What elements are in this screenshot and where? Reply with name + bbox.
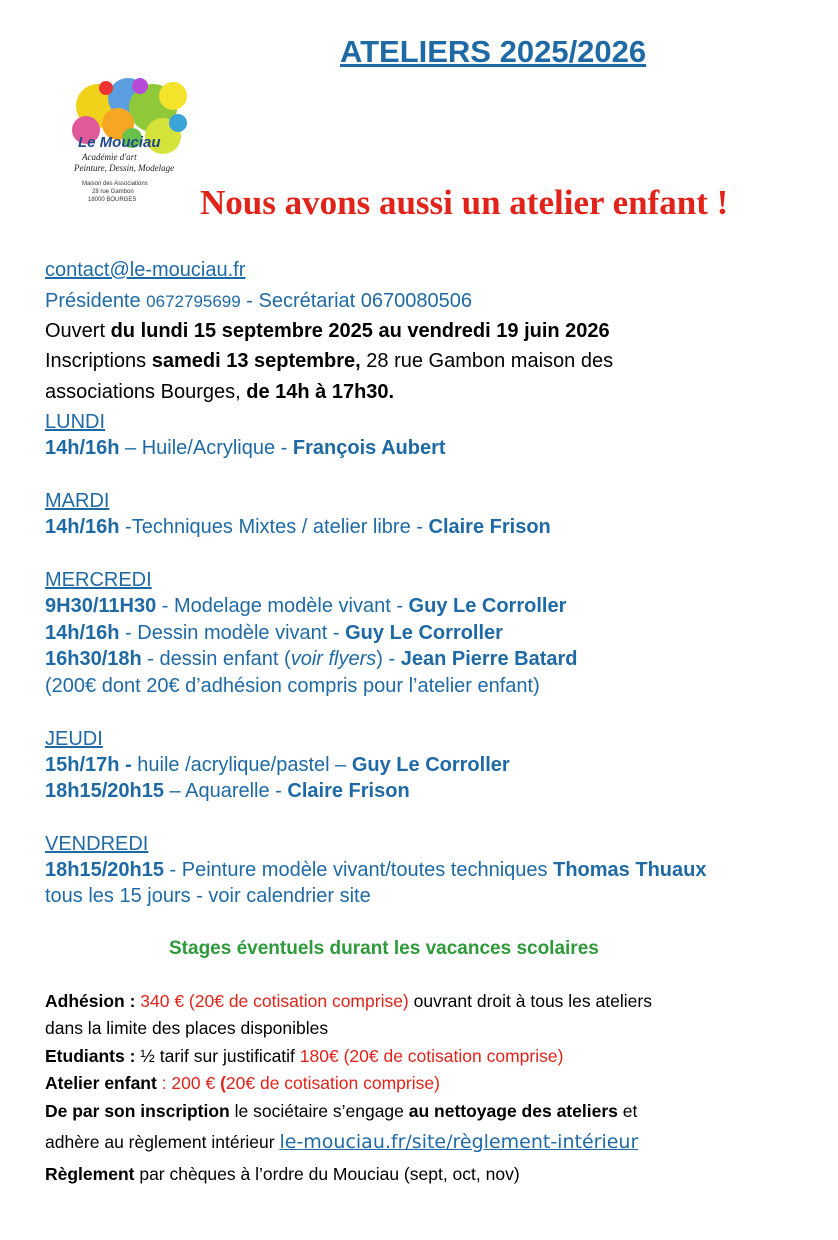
session-row [45,754,510,777]
opening-prefix: Ouvert [45,320,111,342]
contact-email-line [45,259,245,282]
secretariat-phone: - Secrétariat 0670080506 [240,290,472,312]
session-teacher: Guy Le Corroller [345,622,503,644]
logo-address-3: 18000 BOURGES [88,197,137,203]
session-row [45,595,566,618]
logo-address-2: 28 rue Gambon [92,189,134,195]
session-time: 9H30/11H30 [45,595,157,617]
day-jeudi: JEUDI [45,728,103,750]
logo-subtitle-2: Peinture, Dessin, Modelage [74,163,175,173]
students-price: 180€ (20€ de cotisation comprise) [299,1046,564,1066]
inscriptions-place-2: associations Bourges, [45,381,247,403]
adhesion-desc: ouvrant droit à tous les ateliers [408,991,652,1011]
mouciau-logo [68,78,190,210]
inscription-bold-2: au nettoyage des ateliers [408,1101,618,1121]
session-teacher: Thomas Thuaux [553,859,707,881]
inscriptions-date: samedi 13 septembre, [151,350,361,372]
session-time: 16h30/18h [45,648,142,670]
day-vendredi: VENDREDI [45,833,149,855]
day-mercredi: MERCREDI [45,569,152,591]
session-time: 14h/16h [45,622,120,644]
session-desc: – Huile/Acrylique - [119,437,293,459]
students-line [45,1046,563,1067]
payment-label: Règlement [45,1164,135,1184]
session-row [45,437,446,460]
children-price-note: (200€ dont 20€ d’adhésion compris pour l’atelier enfant) [45,675,540,697]
students-label: Etudiants : [45,1046,141,1066]
inscription-text-2: et [617,1101,638,1121]
session-teacher: Claire Frison [287,780,410,802]
opening-line [45,320,610,343]
phones-line [45,290,472,313]
session-time: 18h15/20h15 [45,859,164,881]
logo-subtitle-1: Académie d'art [82,152,137,162]
page-title: ATELIERS 2025/2026 [340,34,647,69]
inscriptions-place-1: 28 rue Gambon maison des [360,350,614,372]
inscription-rules-line [45,1101,637,1122]
session-time: 14h/16h [45,516,120,538]
day-lundi: LUNDI [45,411,106,433]
children-price-detail: 20€ de cotisation comprise) [225,1073,440,1093]
session-row [45,622,503,645]
session-desc: huile /acrylique/pastel – [137,754,352,776]
inscriptions-time: de 14h à 17h30. [246,381,395,403]
students-desc: ½ tarif sur justificatif [140,1046,300,1066]
session-desc: - Modelage modèle vivant - [156,595,409,617]
adhesion-line [45,991,652,1012]
session-teacher: Guy Le Corroller [408,595,567,617]
inscription-text-1: le sociétaire s’engage [229,1101,409,1121]
presidente-label: Présidente [45,290,147,312]
reglement-interieur-line [45,1131,638,1153]
payment-desc: par chèques à l’ordre du Mouciau (sept, oct, nov) [134,1164,520,1184]
session-desc: - dessin enfant ( [141,648,291,670]
session-row [45,648,577,671]
reglement-interieur-link[interactable]: le-mouciau.fr/site/règlement-intérieur [279,1131,639,1153]
children-line [45,1073,440,1094]
adhesion-price: 340 € (20€ de cotisation comprise) [140,991,409,1011]
tagline: Nous avons aussi un atelier enfant ! [200,183,729,222]
session-teacher: François Aubert [292,437,446,459]
adhesion-label: Adhésion : [45,991,141,1011]
session-time: 14h/16h [45,437,120,459]
inscription-bold-1: De par son inscription [45,1101,230,1121]
session-desc: – Aquarelle - [163,780,288,802]
adhesion-line-2: dans la limite des places disponibles [45,1018,329,1038]
opening-dates: du lundi 15 septembre 2025 au vendredi 19 juin 2026 [110,320,610,342]
session-row [45,780,410,803]
inscriptions-line-2 [45,381,394,404]
children-label: Atelier enfant [45,1073,162,1093]
session-time: 18h15/20h15 [45,780,164,802]
fortnightly-note: tous les 15 jours - voir calendrier site [45,885,371,907]
session-teacher: Guy Le Corroller [351,754,510,776]
session-teacher: Jean Pierre Batard [400,648,578,670]
session-desc: ) - [376,648,401,670]
day-mardi: MARDI [45,490,110,512]
payment-line [45,1164,520,1185]
session-time: 15h/17h - [45,754,138,776]
inscriptions-line-1 [45,350,613,373]
session-row [45,516,551,539]
contact-email-link[interactable]: contact@le-mouciau.fr [45,259,246,281]
session-desc: - Peinture modèle vivant/toutes techniques [163,859,554,881]
logo-name: Le Mouciau [78,134,161,151]
logo-address-1: Maison des Associations [82,181,148,187]
session-desc-italic: voir flyers [290,648,377,670]
stages-note: Stages éventuels durant les vacances scolaires [169,938,599,959]
session-row [45,859,706,882]
session-desc: - Dessin modèle vivant - [119,622,346,644]
children-price: : 200 € [161,1073,221,1093]
inscriptions-prefix: Inscriptions [45,350,152,372]
children-paren: ( [220,1073,226,1093]
reglement-interieur-text: adhère au règlement intérieur [45,1132,280,1152]
presidente-phone: 0672795699 [146,292,241,311]
session-teacher: Claire Frison [428,516,551,538]
session-desc: -Techniques Mixtes / atelier libre - [119,516,429,538]
